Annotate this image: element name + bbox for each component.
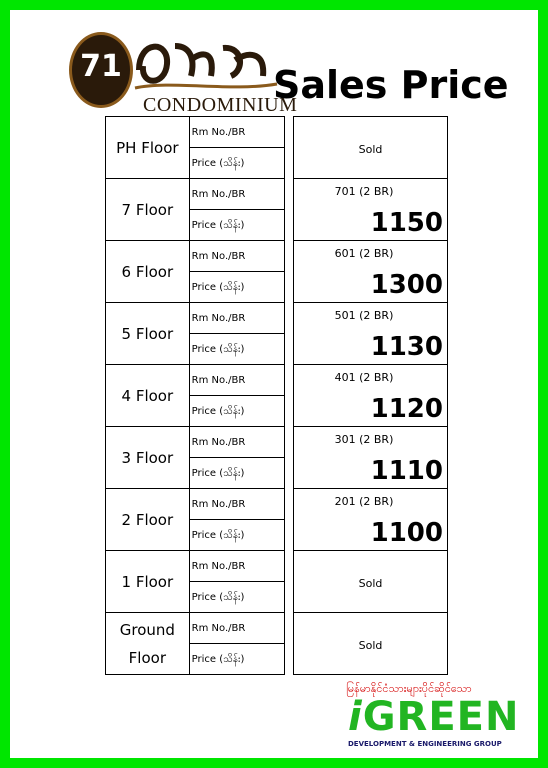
price-row [294,613,448,675]
floor-name: Ground Floor [106,613,190,675]
floor-name: 2 Floor [106,489,190,551]
price-label: Price (သိန်း) [189,334,284,365]
price-label: Price (သိန်း) [189,272,284,303]
room-label: Rm No./BR [189,365,284,396]
room-number: 201 (2 BR) [334,495,394,508]
price-cell [294,551,448,613]
room-label: Rm No./BR [189,303,284,334]
floor-name: 6 Floor [106,241,190,303]
logo-number: 71 [80,49,122,84]
floor-name: 7 Floor [106,179,190,241]
table-row [106,117,285,148]
price-value: 1110 [370,456,443,486]
brand-name: GREEN [362,694,520,740]
sold-status: Sold [358,639,383,652]
price-cell [294,489,448,551]
floor-name: 1 Floor [106,551,190,613]
floor-name: 4 Floor [106,365,190,427]
price-cell [294,117,448,179]
price-label: Price (သိန်း) [189,210,284,241]
price-cell [294,303,448,365]
logo-script-icon [131,30,281,94]
logo-badge [69,32,133,108]
price-row [294,427,448,489]
room-label: Rm No./BR [189,117,284,148]
sold-status: Sold [358,577,383,590]
price-cell [294,613,448,675]
table-row [106,551,285,582]
room-number: 701 (2 BR) [334,185,394,198]
price-value: 1300 [370,270,443,300]
floor-name: 5 Floor [106,303,190,365]
sales-sheet [10,10,538,758]
price-label: Price (သိန်း) [189,148,284,179]
price-row [294,489,448,551]
price-value: 1150 [370,208,443,238]
price-cell [294,427,448,489]
price-table [293,116,448,675]
price-label: Price (သိန်း) [189,520,284,551]
price-row [294,303,448,365]
price-row [294,179,448,241]
table-row [106,427,285,458]
price-row [294,365,448,427]
room-label: Rm No./BR [189,179,284,210]
price-value: 1130 [370,332,443,362]
price-value: 1120 [370,394,443,424]
floor-name: PH Floor [106,117,190,179]
logo [61,24,298,116]
room-number: 401 (2 BR) [334,371,394,384]
room-label: Rm No./BR [189,613,284,644]
room-label: Rm No./BR [189,489,284,520]
room-label: Rm No./BR [189,241,284,272]
table-row [106,303,285,334]
price-label: Price (သိန်း) [189,458,284,489]
price-row [294,117,448,179]
room-label: Rm No./BR [189,427,284,458]
table-row [106,489,285,520]
price-value: 1100 [370,518,443,548]
price-label: Price (သိန်း) [189,644,284,675]
brand-logo [348,694,519,740]
room-number: 301 (2 BR) [334,433,394,446]
brand-tagline: DEVELOPMENT & ENGINEERING GROUP [348,740,502,748]
room-number: 501 (2 BR) [334,309,394,322]
table-row [106,613,285,644]
floor-name: 3 Floor [106,427,190,489]
price-cell [294,365,448,427]
company-myanmar-name: မြန်မာနိုင်ငံသားများပိုင်ဆိုင်သော [346,682,472,695]
brand-i: i [348,694,363,740]
room-number: 601 (2 BR) [334,247,394,260]
sold-status: Sold [358,143,383,156]
page-title: Sales Price [273,63,509,107]
table-row [106,241,285,272]
price-cell [294,241,448,303]
price-row [294,551,448,613]
table-row [106,179,285,210]
floor-label-table [105,116,285,675]
room-label: Rm No./BR [189,551,284,582]
price-row [294,241,448,303]
price-label: Price (သိန်း) [189,582,284,613]
price-cell [294,179,448,241]
table-row [106,365,285,396]
logo-subtitle: CONDOMINIUM [143,94,298,116]
price-label: Price (သိန်း) [189,396,284,427]
